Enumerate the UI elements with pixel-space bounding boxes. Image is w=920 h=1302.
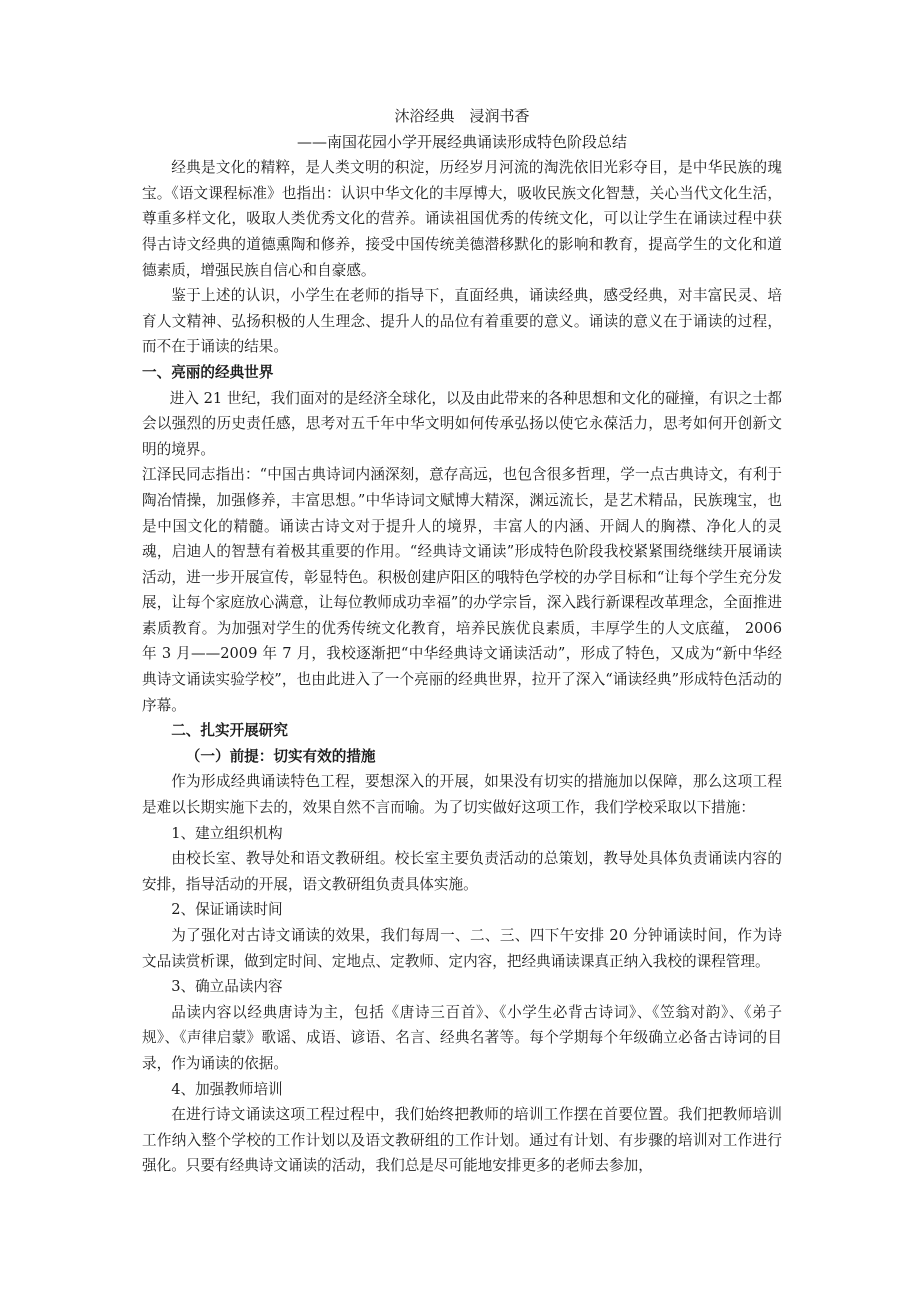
section-heading: 二、扎实开展研究	[171, 722, 288, 740]
list-item-heading: 2、保证诵读时间	[171, 901, 283, 919]
list-item-heading: 1、建立组织机构	[171, 824, 283, 842]
document-subtitle: ——南国花园小学开展经典诵读形成特色阶段总结	[296, 132, 627, 151]
document-title: 沐浴经典 浸润书香	[394, 107, 530, 125]
paragraph: 进入 21 世纪，我们面对的是经济全球化，以及由此带来的各种思想和文化的碰撞，有识之士都会以强烈的历史责任感，思考对五千年中华文明如何传承弘扬以使它永葆活力，思考如何开创新文明的境界。	[142, 389, 782, 458]
paragraph: 作为形成经典诵读特色工程，要想深入的开展，如果没有切实的措施加以保障，那么这项工程是难以长期实施下去的，效果自然不言而喻。为了切实做好这项工作，我们学校采取以下措施：	[142, 773, 782, 817]
paragraph: 经典是文化的精粹，是人类文明的积淀，历经岁月河流的淘洗依旧光彩夺目，是中华民族的瑰宝。《语文课程标准》也指出：认识中华文化的丰厚博大，吸收民族文化智慧，关心当代文化生活，尊重多样文化，吸取人类优秀文化的营养。诵读祖国优秀的传统文化，可以让学生在诵读过程中获得古诗文经典的道德熏陶和修养，接受中国传统美德潜移默化的影响和教育，提高学生的文化和道德素质，增强民族自信心和自豪感。	[142, 159, 782, 279]
paragraph: 为了强化对古诗文诵读的效果，我们每周一、二、三、四下午安排 20 分钟诵读时间，作为诗文品读赏析课，做到定时间、定地点、定教师、定内容，把经典诵读课真正纳入我校的课程管理。	[142, 927, 782, 970]
paragraph: 鉴于上述的认识，小学生在老师的指导下，直面经典，诵读经典，感受经典，对丰富民灵、培育人文精神、弘扬积极的人生理念、提升人的品位有着重要的意义。诵读的意义在于诵读的过程，而不在于诵读的结果。	[142, 287, 782, 356]
paragraph: 江泽民同志指出：“中国古典诗词内涵深刻，意存高远，也包含很多哲理，学一点古典诗文，有利于陶冶情操，加强修养，丰富思想。”中华诗词文赋博大精深，渊远流长，是艺术精品，民族瑰宝，也是中国文化的精髓。诵读古诗文对于提升人的境界，丰富人的内涵、开阔人的胸襟、净化人的灵魂，启迪人的智慧有着极其重要的作用。“经典诗文诵读”形成特色阶段我校紧紧围绕继续开展诵读活动，进一步开展宣传，彰显特色。积极创建庐阳区的哦特色学校的办学目标和“让每个学生充分发展，让每个家庭放心满意，让每位教师成功幸福”的办学宗旨，深入践行新课程改革理念，全面推进素质教育。为加强对学生的优秀传统文化教育，培养民族优良素质，丰厚学生的人文底蕴， 2006 年 3 月——2009 年 7 月，我校逐渐把“中华经典诗文诵读活动”，形成了特色，又成为“新中华经典诗文诵读实验学校”，也由此进入了一个亮丽的经典世界，拉开了深入“诵读经典”形成特色活动的序幕。	[142, 466, 782, 714]
paragraph: 在进行诗文诵读这项工程过程中，我们始终把教师的培训工作摆在首要位置。我们把教师培训工作纳入整个学校的工作计划以及语文教研组的工作计划。通过有计划、有步骤的培训对工作进行强化。只要有经典诗文诵读的活动，我们总是尽可能地安排更多的老师去参加，	[142, 1106, 782, 1175]
document-page	[142, 104, 782, 1179]
list-item-heading: 3、确立品读内容	[171, 978, 283, 996]
section-heading: 一、亮丽的经典世界	[142, 363, 274, 381]
paragraph: 品读内容以经典唐诗为主，包括《唐诗三百首》、《小学生必背古诗词》、《笠翁对韵》、《弟子规》、《声律启蒙》歌谣、成语、谚语、名言、经典名著等。每个学期每个年级确立必备古诗词的目录，作为诵读的依据。	[142, 1003, 782, 1072]
subsection-heading: （一）前提：切实有效的措施	[185, 747, 376, 765]
paragraph: 由校长室、教导处和语文教研组。校长室主要负责活动的总策划，教导处具体负责诵读内容的安排，指导活动的开展，语文教研组负责具体实施。	[142, 850, 782, 893]
list-item-heading: 4、加强教师培训	[171, 1080, 283, 1098]
